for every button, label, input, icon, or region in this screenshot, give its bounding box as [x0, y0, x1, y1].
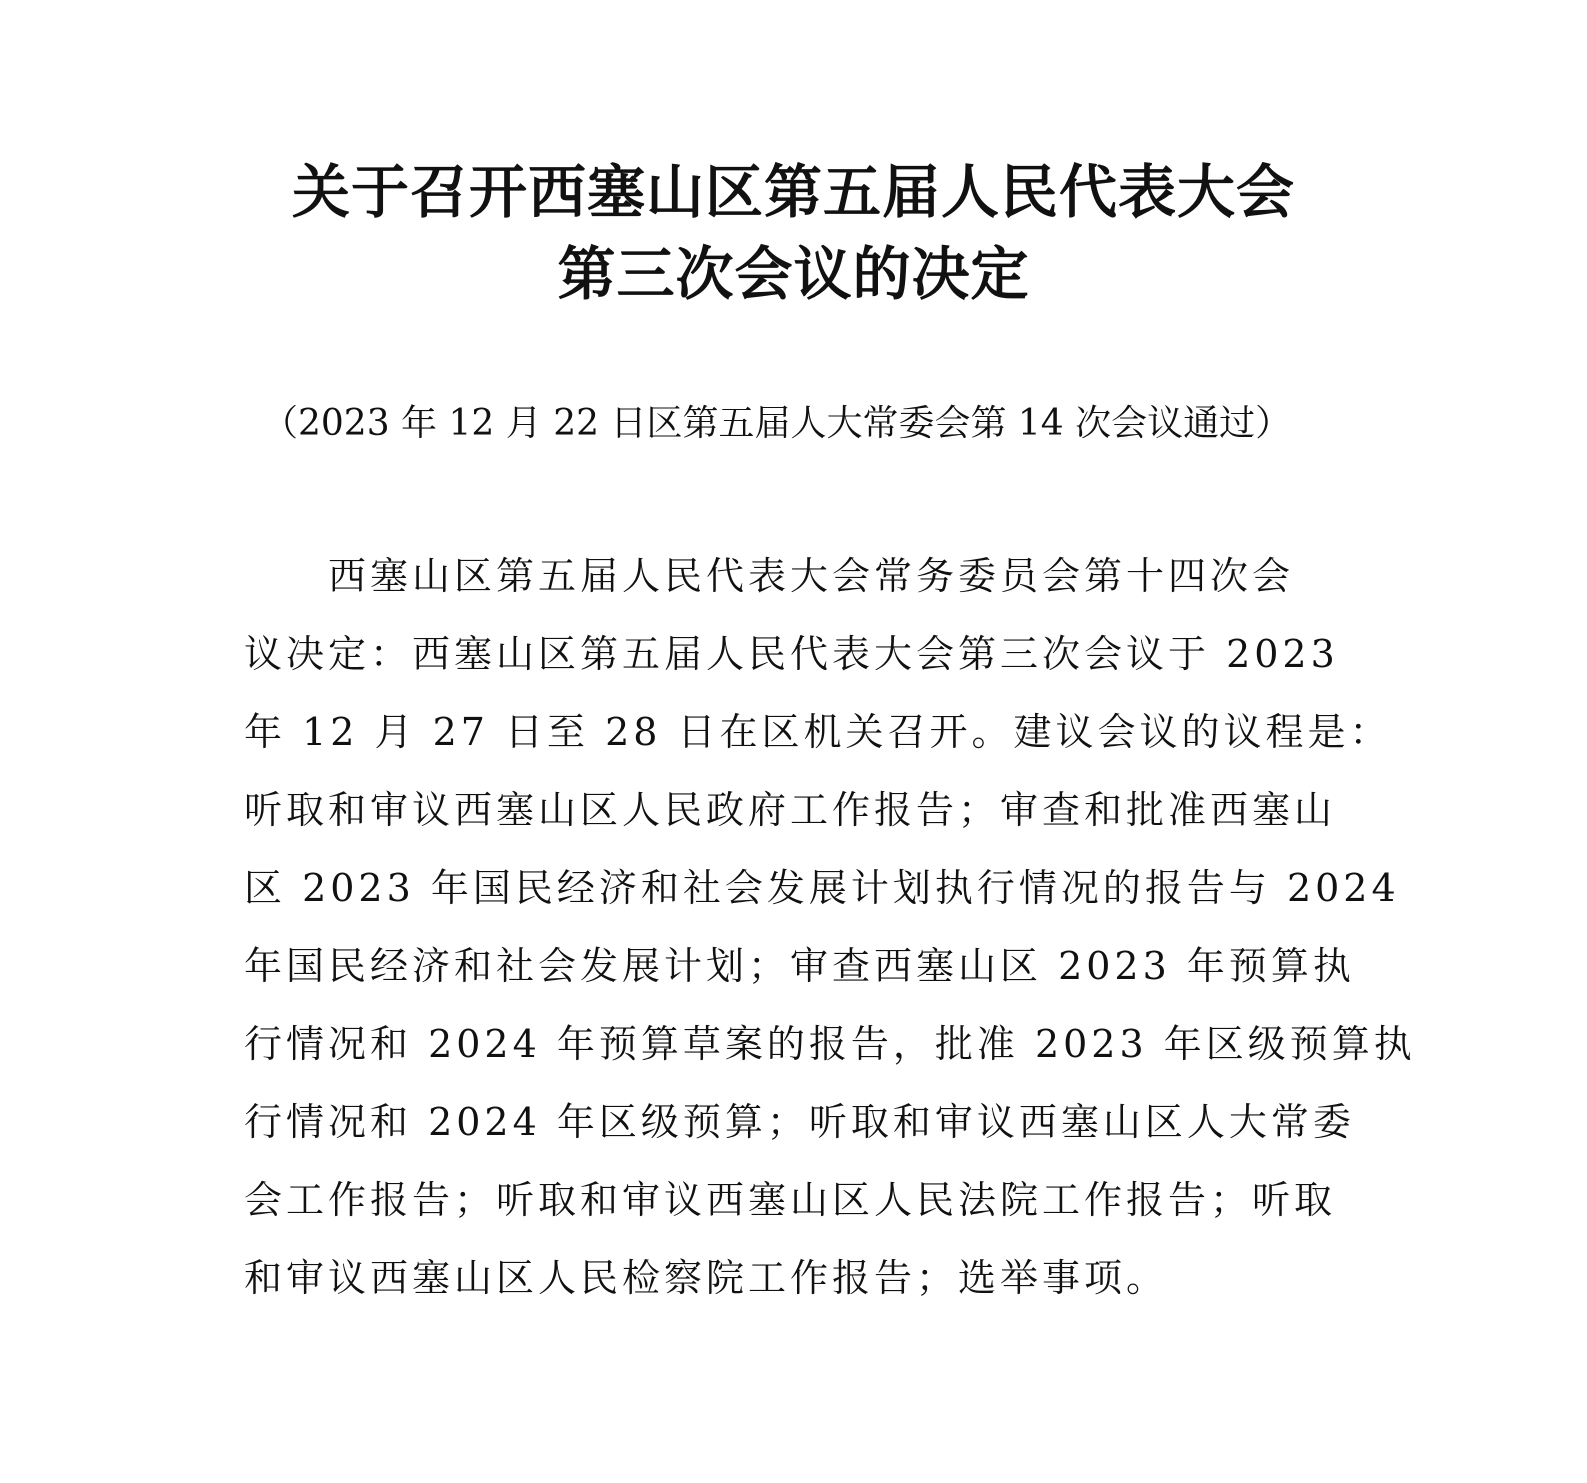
body-line: 西塞山区第五届人民代表大会常务委员会第十四次会 [328, 554, 1295, 598]
body-line: 听取和审议西塞山区人民政府工作报告；审查和批准西塞山 [244, 788, 1337, 832]
document-body [244, 548, 1416, 1328]
body-line: 行情况和 2024 年区级预算；听取和审议西塞山区人大常委 [244, 1100, 1355, 1144]
body-line: 年 12 月 27 日至 28 日在区机关召开。建议会议的议程是： [244, 710, 1392, 754]
body-line: 议决定：西塞山区第五届人民代表大会第三次会议于 2023 [244, 632, 1339, 676]
body-line: 年国民经济和社会发展计划；审查西塞山区 2023 年预算执 [244, 944, 1355, 988]
body-line: 和审议西塞山区人民检察院工作报告；选举事项。 [244, 1256, 1169, 1300]
body-line: 行情况和 2024 年预算草案的报告，批准 2023 年区级预算执 [244, 1022, 1416, 1066]
body-line: 会工作报告；听取和审议西塞山区人民法院工作报告；听取 [244, 1178, 1337, 1222]
document-subtitle: （2023 年 12 月 22 日区第五届人大常委会第 14 次会议通过） [262, 403, 1292, 444]
body-line: 区 2023 年国民经济和社会发展计划执行情况的报告与 2024 [244, 866, 1400, 910]
document-title-line-1: 关于召开西塞山区第五届人民代表大会 [291, 158, 1295, 226]
document-title-line-2: 第三次会议的决定 [557, 240, 1030, 308]
